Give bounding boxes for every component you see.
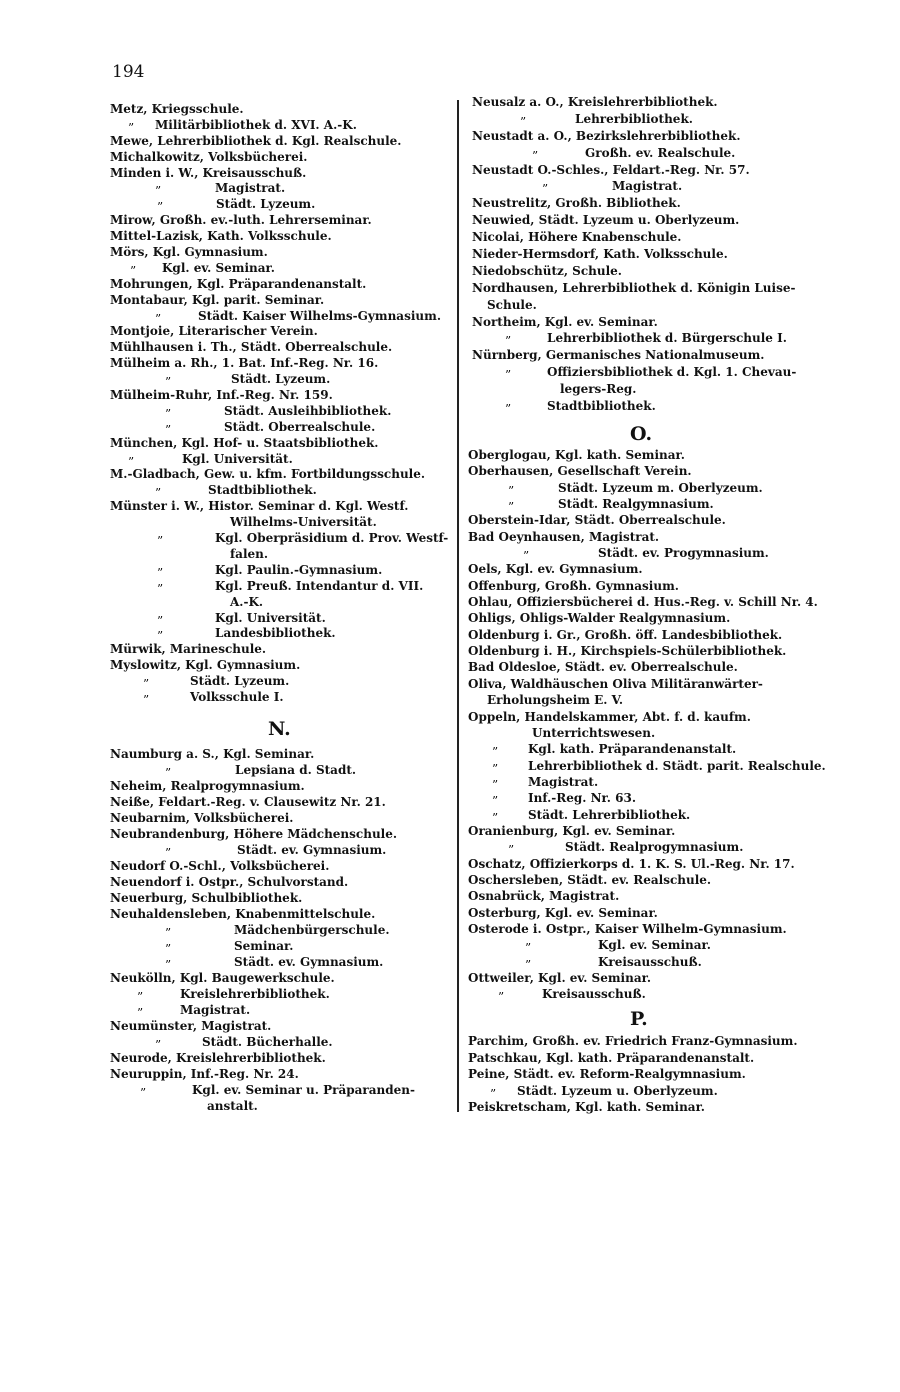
entry-text: Oberstein-Idar, Städt. Oberrealschule. — [468, 513, 726, 528]
entry-text: Städt. Lehrerbibliothek. — [528, 807, 691, 822]
ditto-mark: ” — [157, 613, 164, 628]
ditto-mark: ” — [498, 990, 505, 1005]
entry-text: Neustadt O.-Schles., Feldart.-Reg. Nr. 57. — [472, 162, 750, 177]
entry-text: Neuerburg, Schulbibliothek. — [110, 891, 303, 905]
section-heading-n: N. — [268, 718, 291, 740]
entry-text: Oberhausen, Gesellschaft Verein. — [468, 464, 692, 479]
entry-text: Mörs, Kgl. Gymnasium. — [110, 245, 268, 260]
entry-text: Großh. ev. Realschule. — [585, 145, 736, 160]
entry-text: Patschkau, Kgl. kath. Präparandenanstalt. — [468, 1050, 755, 1065]
entry-text: Mädchenbürgerschule. — [234, 923, 390, 937]
ditto-mark: ” — [492, 761, 499, 776]
ditto-mark: ” — [492, 745, 499, 760]
entry-text: Städt. Lyzeum u. Oberlyzeum. — [517, 1083, 718, 1098]
entry-text: Oliva, Waldhäuschen Oliva Militäranwärter- — [468, 676, 763, 691]
entry-text: Oberglogau, Kgl. kath. Seminar. — [468, 448, 685, 462]
ditto-mark: ” — [525, 941, 532, 956]
entry-text: Kgl. ev. Seminar u. Präparanden- — [192, 1083, 415, 1097]
entry-text: München, Kgl. Hof- u. Staatsbibliothek. — [110, 435, 379, 450]
ditto-mark: ” — [490, 1086, 497, 1101]
entry-text: Kgl. ev. Seminar. — [162, 260, 275, 275]
ditto-mark: ” — [492, 777, 499, 792]
entry-text: legers-Reg. — [560, 382, 637, 397]
entry-text: Oppeln, Handelskammer, Abt. f. d. kaufm. — [468, 709, 751, 724]
entry-text: Neusalz a. O., Kreislehrerbibliothek. — [472, 95, 718, 109]
entry-text: Osterburg, Kgl. ev. Seminar. — [468, 905, 658, 920]
entry-text: Neustrelitz, Großh. Bibliothek. — [472, 196, 681, 211]
entry-text: Stadtbibliothek. — [208, 483, 317, 498]
entry-text: Kgl. Oberpräsidium d. Prov. Westf- — [215, 531, 449, 546]
ditto-mark: ” — [525, 957, 532, 972]
entry-text: Lehrerbibliothek d. Städt. parit. Realschule. — [528, 758, 826, 773]
entry-text: Magistrat. — [215, 181, 286, 196]
ditto-mark: ” — [137, 990, 144, 1004]
ditto-mark: ” — [165, 846, 172, 860]
entry-text: Neiße, Feldart.-Reg. v. Clausewitz Nr. 21. — [110, 795, 386, 809]
entry-text: Neudorf O.-Schl., Volksbücherei. — [110, 859, 330, 873]
entry-text: Peine, Städt. ev. Reform-Realgymnasium. — [468, 1067, 746, 1081]
entry-text: Kgl. Universität. — [215, 610, 326, 625]
entry-text: Kgl. Universität. — [182, 451, 293, 466]
entry-text: Neumünster, Magistrat. — [110, 1019, 272, 1033]
entry-text: Oschersleben, Städt. ev. Realschule. — [468, 872, 712, 887]
entry-text: Kgl. kath. Präparandenanstalt. — [528, 742, 737, 757]
entry-text: Bad Oeynhausen, Magistrat. — [468, 529, 660, 544]
entry-text: Neuendorf i. Ostpr., Schulvorstand. — [110, 875, 349, 889]
ditto-mark: ” — [532, 148, 539, 163]
entry-text: Kreisausschuß. — [598, 954, 702, 969]
ditto-mark: ” — [492, 794, 499, 809]
ditto-mark: ” — [165, 958, 172, 972]
entry-text: Offiziersbibliothek d. Kgl. 1. Chevau- — [547, 365, 797, 380]
ditto-mark: ” — [157, 534, 164, 549]
entry-text: Städt. ev. Gymnasium. — [237, 843, 387, 857]
entry-text: M.-Gladbach, Gew. u. kfm. Fortbildungsschule. — [110, 467, 426, 482]
entry-text: Nieder-Hermsdorf, Kath. Volksschule. — [472, 247, 728, 262]
entry-text: Volksschule I. — [190, 689, 284, 704]
entry-text: Oels, Kgl. ev. Gymnasium. — [468, 562, 643, 577]
entry-text: Städt. Lyzeum. — [231, 372, 331, 387]
entry-text: Kreisausschuß. — [542, 987, 646, 1002]
ditto-mark: ” — [165, 942, 172, 956]
ditto-mark: ” — [143, 677, 150, 692]
entry-text: Nordhausen, Lehrerbibliothek d. Königin Luise- — [472, 280, 796, 295]
ditto-mark: ” — [157, 200, 164, 215]
ditto-mark: ” — [165, 766, 172, 780]
ditto-mark: ” — [508, 483, 515, 498]
entry-text: Oldenburg i. H., Kirchspiels-Schülerbibliothek. — [468, 644, 787, 659]
entry-text: Kreislehrerbibliothek. — [180, 987, 330, 1001]
entry-text: Osterode i. Ostpr., Kaiser Wilhelm-Gymnasium. — [468, 921, 787, 936]
ditto-mark: ” — [505, 334, 512, 349]
entry-text: Offenburg, Großh. Gymnasium. — [468, 578, 679, 593]
entry-text: Seminar. — [234, 939, 294, 953]
entry-text: Städt. Bücherhalle. — [202, 1035, 333, 1049]
entry-text: Lepsiana d. Stadt. — [235, 763, 357, 777]
entry-text: Mühlhausen i. Th., Städt. Oberrealschule. — [110, 340, 393, 355]
entry-text: Mittel-Lazisk, Kath. Volksschule. — [110, 229, 332, 244]
entry-text: Wilhelms-Universität. — [230, 515, 377, 530]
ditto-mark: ” — [140, 1086, 147, 1100]
entry-text: Ottweiler, Kgl. ev. Seminar. — [468, 971, 652, 985]
entry-text: Städt. Lyzeum m. Oberlyzeum. — [558, 480, 763, 495]
entry-text: Magistrat. — [528, 774, 599, 789]
entry-text: Northeim, Kgl. ev. Seminar. — [472, 314, 658, 329]
entry-text: Niedobschütz, Schule. — [472, 263, 622, 278]
entry-text: Neheim, Realprogymnasium. — [110, 779, 305, 793]
entry-text: Kgl. Paulin.-Gymnasium. — [215, 562, 383, 577]
entry-text: Neuruppin, Inf.-Reg. Nr. 24. — [110, 1067, 299, 1081]
entry-text: Städt. Ausleihbibliothek. — [224, 403, 392, 418]
entry-text: Nürnberg, Germanisches Nationalmuseum. — [472, 348, 765, 363]
entry-text: Neustadt a. O., Bezirkslehrerbibliothek. — [472, 128, 741, 143]
ditto-mark: ” — [523, 549, 530, 564]
section-heading-p: P. — [630, 1008, 648, 1030]
ditto-mark: ” — [165, 406, 172, 421]
section-heading-o: O. — [630, 423, 653, 445]
entry-text: Städt. Lyzeum. — [190, 674, 290, 689]
entry-text: Magistrat. — [180, 1003, 251, 1017]
entry-text: Montabaur, Kgl. parit. Seminar. — [110, 292, 325, 307]
entry-text: Stadtbibliothek. — [547, 399, 656, 414]
entry-text: Mülheim a. Rh., 1. Bat. Inf.-Reg. Nr. 16. — [110, 356, 379, 371]
entry-text: Michalkowitz, Volksbücherei. — [110, 149, 308, 164]
entry-text: Städt. Realgymnasium. — [558, 497, 714, 512]
entry-text: Neuhaldensleben, Knabenmittelschule. — [110, 907, 376, 921]
entry-text: Neubrandenburg, Höhere Mädchenschule. — [110, 827, 398, 841]
ditto-mark: ” — [155, 311, 162, 326]
entry-text: Oschatz, Offizierkorps d. 1. K. S. Ul.-Reg. Nr. 17. — [468, 856, 795, 871]
column-divider — [457, 100, 459, 1112]
ditto-mark: ” — [143, 692, 150, 707]
entry-text: Städt. Oberrealschule. — [224, 419, 376, 434]
ditto-mark: ” — [492, 810, 499, 825]
entry-text: Montjoie, Literarischer Verein. — [110, 324, 318, 339]
entry-text: Mülheim-Ruhr, Inf.-Reg. Nr. 159. — [110, 388, 333, 403]
entry-text: Städt. ev. Gymnasium. — [234, 955, 384, 969]
entry-text: falen. — [230, 546, 269, 561]
entry-text: Schule. — [487, 297, 537, 312]
entry-text: Peiskretscham, Kgl. kath. Seminar. — [468, 1100, 705, 1114]
entry-text: Ohlau, Offiziersbücherei d. Hus.-Reg. v. Schill Nr. 4. — [468, 595, 818, 610]
entry-text: Städt. ev. Progymnasium. — [598, 546, 769, 561]
ditto-mark: ” — [508, 500, 515, 515]
entry-text: Unterrichtswesen. — [532, 725, 656, 740]
ditto-mark: ” — [155, 1038, 162, 1052]
entry-text: Erholungsheim E. V. — [487, 693, 624, 708]
ditto-mark: ” — [157, 565, 164, 580]
entry-text: Landesbibliothek. — [215, 626, 336, 641]
entry-text: Mürwik, Marineschule. — [110, 642, 267, 657]
entry-text: Parchim, Großh. ev. Friedrich Franz-Gymnasium. — [468, 1034, 798, 1048]
ditto-mark: ” — [128, 454, 135, 469]
ditto-mark: ” — [505, 368, 512, 383]
entry-text: Militärbibliothek d. XVI. A.-K. — [155, 117, 357, 132]
entry-text: Neukölln, Kgl. Baugewerkschule. — [110, 971, 335, 985]
entry-text: Naumburg a. S., Kgl. Seminar. — [110, 747, 315, 761]
entry-text: A.-K. — [230, 594, 264, 609]
ditto-mark: ” — [137, 1006, 144, 1020]
entry-text: Städt. Lyzeum. — [216, 197, 316, 212]
entry-text: Minden i. W., Kreisausschuß. — [110, 165, 307, 180]
entry-text: Münster i. W., Histor. Seminar d. Kgl. Westf. — [110, 499, 409, 514]
entry-text: Inf.-Reg. Nr. 63. — [528, 791, 637, 806]
ditto-mark: ” — [130, 263, 137, 278]
entry-text: Lehrerbibliothek. — [575, 111, 693, 126]
entry-text: Nicolai, Höhere Knabenschule. — [472, 230, 682, 245]
ditto-mark: ” — [508, 843, 515, 858]
ditto-mark: ” — [542, 182, 549, 197]
entry-text: Mewe, Lehrerbibliothek d. Kgl. Realschule. — [110, 133, 402, 148]
ditto-mark: ” — [155, 184, 162, 199]
entry-text: Kgl. ev. Seminar. — [598, 938, 711, 953]
ditto-mark: ” — [157, 629, 164, 644]
entry-text: Mirow, Großh. ev.-luth. Lehrerseminar. — [110, 213, 372, 228]
entry-text: Magistrat. — [612, 179, 683, 194]
entry-text: Oldenburg i. Gr., Großh. öff. Landesbibliothek. — [468, 627, 783, 642]
entry-text: Städt. Realprogymnasium. — [565, 840, 744, 855]
ditto-mark: ” — [155, 486, 162, 501]
ditto-mark: ” — [505, 402, 512, 417]
ditto-mark: ” — [157, 581, 164, 596]
entry-text: Neuwied, Städt. Lyzeum u. Oberlyzeum. — [472, 213, 740, 228]
entry-text: Städt. Kaiser Wilhelms-Gymnasium. — [198, 308, 441, 323]
entry-text: Oranienburg, Kgl. ev. Seminar. — [468, 823, 676, 838]
entry-text: Ohligs, Ohligs-Walder Realgymnasium. — [468, 611, 731, 626]
ditto-mark: ” — [165, 422, 172, 437]
ditto-mark: ” — [520, 114, 527, 129]
ditto-mark: ” — [165, 375, 172, 390]
entry-text: Osnabrück, Magistrat. — [468, 889, 620, 904]
page-number: 194 — [112, 62, 145, 82]
entry-text: anstalt. — [207, 1099, 258, 1113]
entry-text: Mohrungen, Kgl. Präparandenanstalt. — [110, 276, 367, 291]
ditto-mark: ” — [128, 120, 135, 135]
entry-text: Metz, Kriegsschule. — [110, 102, 244, 116]
entry-text: Kgl. Preuß. Intendantur d. VII. — [215, 578, 424, 593]
ditto-mark: ” — [165, 926, 172, 940]
entry-text: Bad Oldesloe, Städt. ev. Oberrealschule. — [468, 660, 738, 675]
entry-text: Lehrerbibliothek d. Bürgerschule I. — [547, 331, 787, 346]
entry-text: Neubarnim, Volksbücherei. — [110, 811, 294, 825]
entry-text: Neurode, Kreislehrerbibliothek. — [110, 1051, 326, 1065]
entry-text: Myslowitz, Kgl. Gymnasium. — [110, 658, 301, 673]
